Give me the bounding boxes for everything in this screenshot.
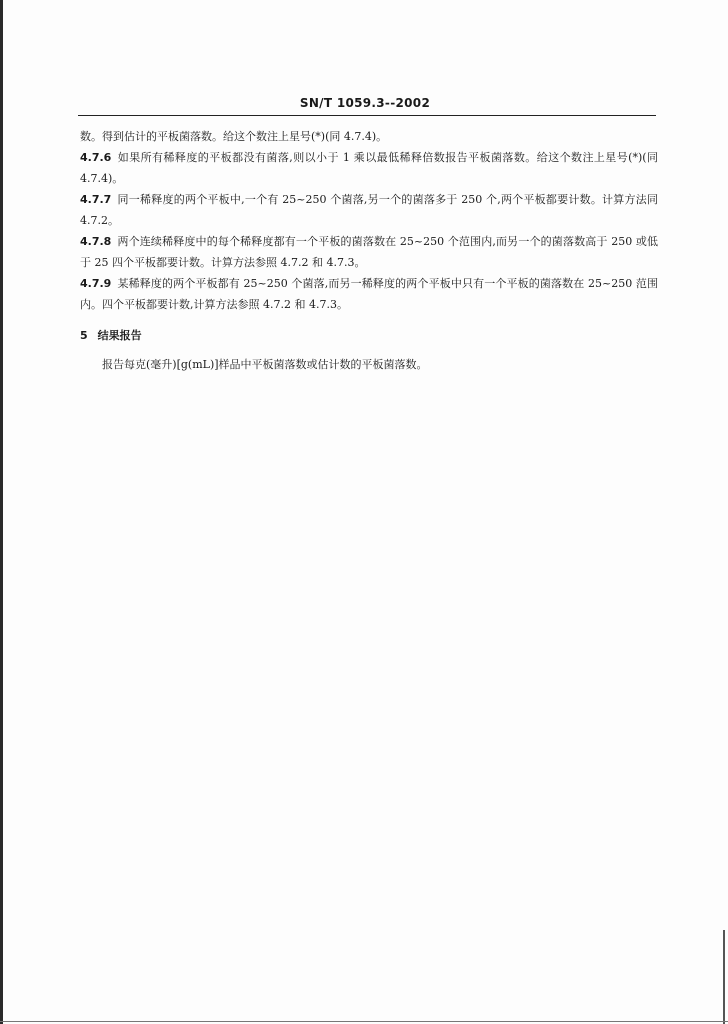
clause-text: 某稀释度的两个平板都有 25~250 个菌落,而另一稀释度的两个平板中只有一个平板的菌落数在 25~250 范围内。四个平板都要计数,计算方法参照 4.7.2 和 4.7.3。 (80, 277, 658, 311)
clause-number: 4.7.8 (80, 235, 112, 248)
section-5-text: 报告每克(毫升)[g(mL)]样品中平板菌落数或估计数的平板菌落数。 (102, 358, 428, 371)
header-rule (78, 115, 656, 116)
standard-number-header: SN/T 1059.3--2002 (299, 96, 431, 110)
clause-4-7-8 (80, 231, 658, 273)
clause-text: 两个连续稀释度中的每个稀释度都有一个平板的菌落数在 25~250 个范围内,而另一个的菌落数高于 250 或低于 25 四个平板都要计数。计算方法参照 4.7.2 和 4.7.3。 (80, 235, 658, 269)
scan-edge-bottom (0, 1021, 728, 1022)
paragraph-continuation (80, 126, 658, 147)
section-title: 结果报告 (97, 329, 142, 342)
clause-number: 4.7.7 (80, 193, 112, 206)
section-number: 5 (80, 329, 88, 342)
paragraph-text: 数。得到估计的平板菌落数。给这个数注上星号(*)(同 4.7.4)。 (80, 130, 388, 143)
section-heading-results (80, 325, 658, 346)
scan-edge-left (0, 0, 3, 1024)
clause-4-7-7 (80, 189, 658, 231)
clause-number: 4.7.6 (80, 151, 112, 164)
clause-number: 4.7.9 (80, 277, 112, 290)
clause-4-7-9 (80, 273, 658, 315)
scan-edge-right (723, 930, 725, 1024)
clause-4-7-6 (80, 147, 658, 189)
clause-text: 同一稀释度的两个平板中,一个有 25~250 个菌落,另一个的菌落多于 250 个,两个平板都要计数。计算方法同 4.7.2。 (80, 193, 658, 227)
body-text (80, 126, 658, 375)
clause-text: 如果所有稀释度的平板都没有菌落,则以小于 1 乘以最低稀释倍数报告平板菌落数。给这个数注上星号(*)(同 4.7.4)。 (80, 151, 658, 185)
